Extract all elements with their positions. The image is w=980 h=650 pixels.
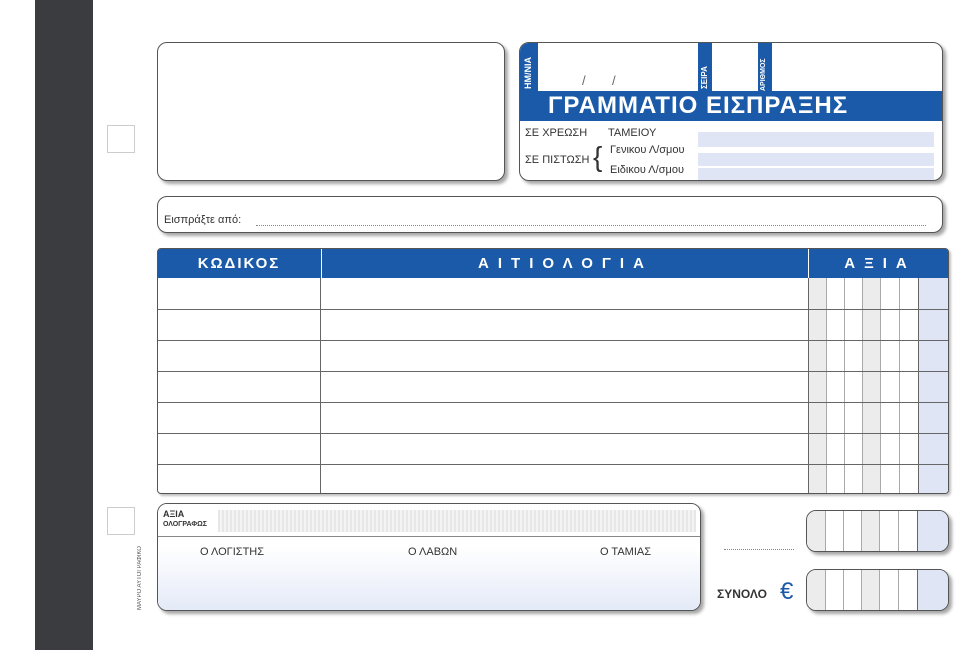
value-in-words-field[interactable] (218, 510, 696, 532)
divider (825, 570, 826, 611)
col-value-header: ΑΞΙΑ (808, 249, 949, 278)
subtotal-cell (861, 511, 879, 552)
subtotal-decimals (917, 511, 949, 552)
divider (898, 570, 899, 611)
margin-square-top (107, 125, 135, 153)
value-words-label: ΑΞΙΑ (163, 509, 185, 519)
printer-imprint: ΜΑΥΡΟ ΑΥΤΟΓΡΑΦΙΚΟ (137, 546, 143, 610)
received-from-row (157, 196, 943, 233)
receipt-title: ΓΡΑΜΜΑΤΙΟ ΕΙΣΠΡΑΞΗΣ (520, 91, 943, 121)
euro-icon: € (780, 578, 794, 605)
special-account-label: Ειδικου Λ/σμου (610, 164, 684, 176)
receiver-label: Ο ΛΑΒΩΝ (408, 546, 458, 558)
brace-icon: { (593, 141, 603, 172)
binding-spine (35, 0, 93, 650)
subtotal-line (724, 549, 794, 550)
date-separator-1: / (582, 73, 586, 88)
issuer-box[interactable] (157, 42, 505, 181)
divider (861, 570, 862, 611)
general-account-field[interactable] (698, 153, 934, 166)
table-row[interactable] (158, 402, 949, 403)
divider (880, 278, 881, 494)
divider (843, 570, 844, 611)
total-decimals (917, 570, 949, 611)
total-cell (807, 570, 825, 611)
divider (825, 511, 826, 552)
divider (899, 278, 900, 494)
value-subcol-2 (862, 278, 880, 494)
received-from-label: Εισπράξτε από: (164, 214, 242, 226)
series-tab: ΣΕΙΡΑ (698, 43, 712, 93)
divider (918, 278, 919, 494)
divider (826, 278, 827, 494)
value-decimals-col (918, 278, 949, 494)
divider (917, 511, 918, 552)
number-tab: ΑΡΙΘΜΟΣ (758, 43, 772, 93)
cashier-label: Ο ΤΑΜΙΑΣ (600, 546, 652, 558)
subtotal-box[interactable] (806, 510, 949, 552)
divider (320, 278, 321, 494)
table-row[interactable] (158, 371, 949, 372)
cash-label: ΤΑΜΕΙΟΥ (608, 127, 657, 139)
total-box[interactable] (806, 569, 949, 611)
subtotal-cell (807, 511, 825, 552)
total-label: ΣΥΝΟΛΟ (717, 587, 767, 601)
divider (843, 511, 844, 552)
table-row[interactable] (158, 340, 949, 341)
signature-box (157, 503, 701, 611)
divider (862, 278, 863, 494)
date-tab: ΗΜ/ΝΙΑ (520, 43, 538, 93)
receipt-header-box (519, 42, 943, 181)
credit-label: ΣΕ ΠΙΣΤΩΣΗ (525, 154, 590, 166)
col-reason-header: ΑΙΤΙΟΛΟΓΙΑ (321, 249, 809, 278)
debit-label: ΣΕ ΧΡΕΩΣΗ (525, 127, 588, 139)
total-cell (861, 570, 879, 611)
general-account-label: Γενικου Λ/σμου (610, 144, 685, 156)
divider (861, 511, 862, 552)
table-row[interactable] (158, 464, 949, 465)
divider (898, 511, 899, 552)
value-subcol-1 (808, 278, 826, 494)
received-from-field[interactable] (256, 225, 926, 226)
table-row[interactable] (158, 433, 949, 434)
divider (808, 278, 809, 494)
divider (879, 511, 880, 552)
accountant-label: Ο ΛΟΓΙΣΤΗΣ (200, 546, 265, 558)
in-words-label: ΟΛΟΓΡΑΦΩΣ (163, 521, 207, 528)
items-table (157, 248, 949, 494)
table-row[interactable] (158, 309, 949, 310)
divider (158, 536, 701, 537)
margin-square-bottom (107, 507, 135, 535)
special-account-field[interactable] (698, 168, 934, 180)
date-separator-2: / (612, 73, 616, 88)
divider (917, 570, 918, 611)
col-code-header: ΚΩΔΙΚΟΣ (158, 249, 320, 278)
cash-field[interactable] (698, 132, 934, 147)
divider (844, 278, 845, 494)
divider (879, 570, 880, 611)
